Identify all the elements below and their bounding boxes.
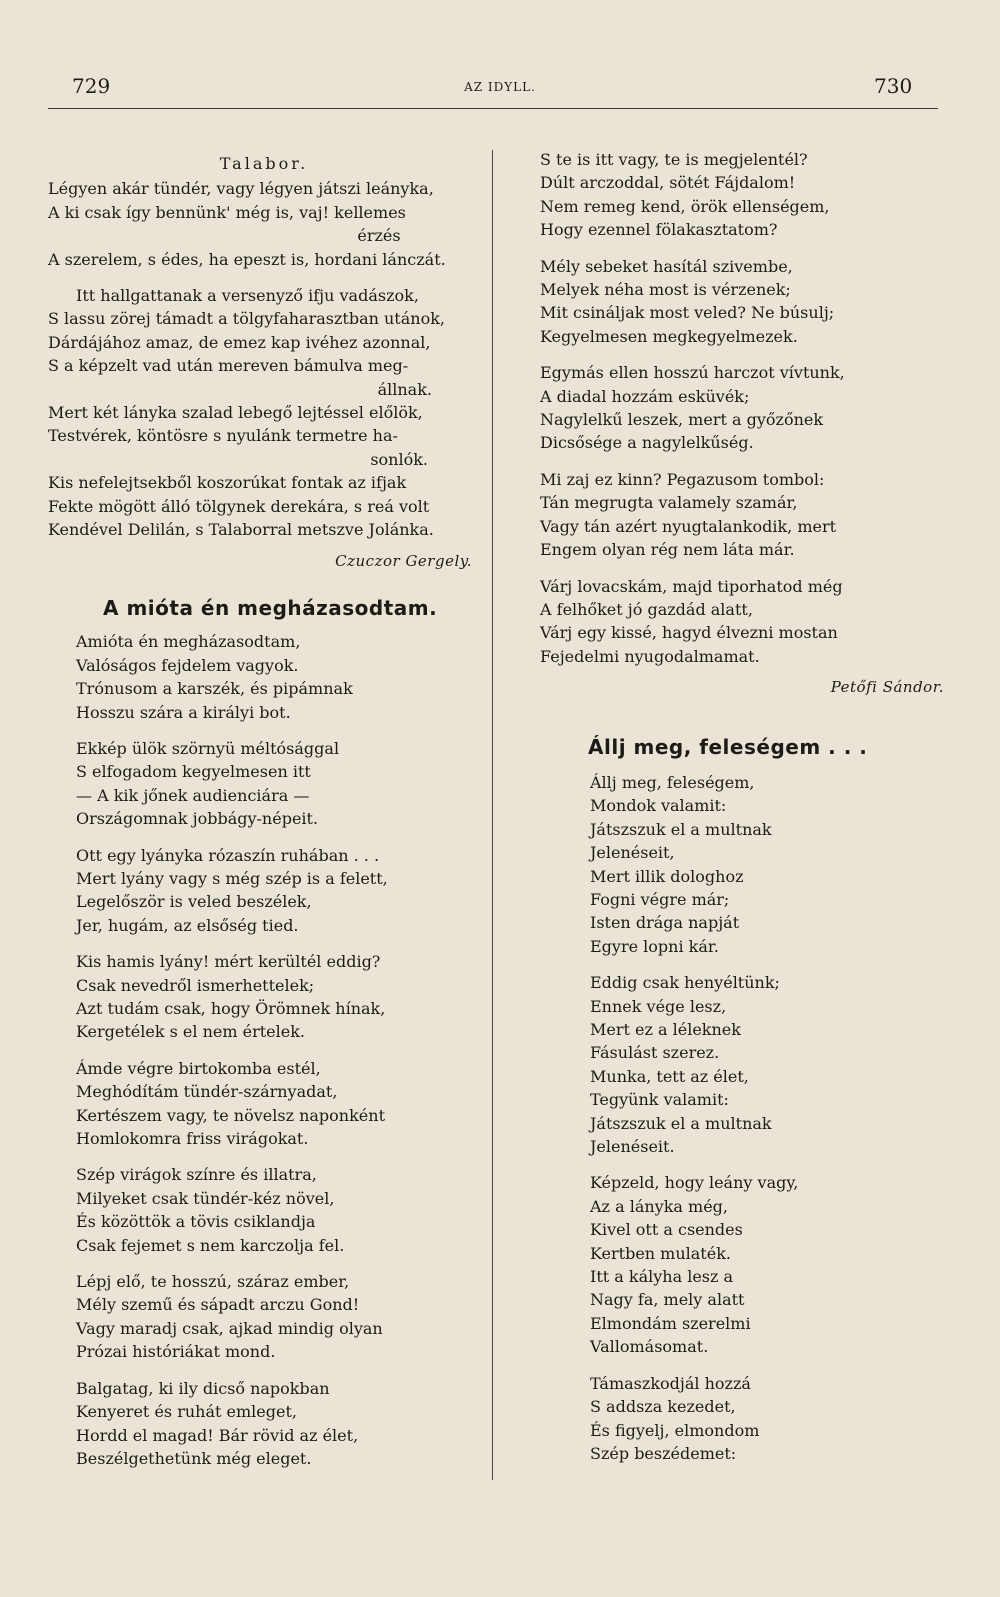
poem-line: Isten drága napját — [590, 913, 740, 933]
stanza-d — [590, 1372, 940, 1466]
poem-line: Képzeld, hogy leány vagy, — [590, 1173, 799, 1193]
poem-line: — A kik jőnek audienciára — — [76, 785, 310, 805]
poem-line: Testvérek, köntösre s nyulánk termetre ha- — [48, 426, 398, 446]
poem-line: Trónusom a karszék, és pipámnak — [76, 679, 353, 699]
right-column — [540, 148, 944, 1465]
poem-line: S elfogadom kegyelmesen itt — [76, 762, 311, 782]
poem-line: Mit csináljak most veled? Ne búsulj; — [540, 303, 835, 323]
stanza-2 — [76, 737, 480, 831]
poem-line: Vagy maradj csak, ajkad mindig olyan — [76, 1318, 383, 1338]
poem-line: Az a lányka még, — [590, 1196, 728, 1216]
poem-line: Legelőször is veled beszélek, — [76, 892, 312, 912]
poem-line: S te is itt vagy, te is megjelentél? — [540, 150, 808, 169]
poem-line: Kis hamis lyány! mért kerültél eddig? — [76, 952, 381, 972]
poem-line: Ekkép ülök szörnyü méltósággal — [76, 738, 340, 758]
poem-line: Fásulást szerez. — [590, 1043, 720, 1063]
poem-line: Csak nevedről ismerhettelek; — [76, 975, 315, 995]
poem-line: Fogni végre már; — [590, 889, 730, 909]
poem-line: Beszélgethetünk még eleget. — [76, 1448, 312, 1468]
poem-line: Dicsősége a nagylelkűség. — [540, 433, 754, 453]
poem-line: A ki csak így bennünk' még is, vaj! kellemes — [48, 202, 406, 222]
poem-line: Egymás ellen hosszú harczot vívtunk, — [540, 363, 845, 383]
poem-line: Itt hallgattanak a versenyző ifju vadászok, — [76, 286, 419, 306]
poem-line: Homlokomra friss virágokat. — [76, 1129, 309, 1149]
poem-line: Hordd el magad! Bár rövid az élet, — [76, 1425, 359, 1445]
poem-line: Mondok valamit: — [590, 796, 727, 816]
amiota-title: A mióta én megházasodtam. — [103, 595, 438, 620]
stanza-11 — [540, 361, 940, 455]
poem-line: Tegyünk valamit: — [590, 1090, 729, 1110]
stanza-10 — [540, 255, 940, 349]
poem-line: Hogy ezennel fölakasztatom? — [540, 220, 778, 240]
left-column — [48, 148, 480, 1470]
poem-line: Tán megrugta valamely szamár, — [540, 493, 798, 513]
poem-line: Kenyeret és ruhát emleget, — [76, 1402, 297, 1422]
poem-line: Engem olyan rég nem láta már. — [540, 540, 795, 560]
poem-line: Játszszuk el a multnak — [590, 819, 772, 839]
poem-line: Elmondám szerelmi — [590, 1313, 751, 1333]
poem-line: Milyeket csak tündér-kéz növel, — [76, 1188, 335, 1208]
poem-line: Kis nefelejtsekből koszorúkat fontak az ifjak — [48, 473, 407, 493]
poem-line: Ott egy lyányka rózaszín ruhában . . . — [76, 845, 380, 865]
poem-line: Csak fejemet s nem karczolja fel. — [76, 1235, 345, 1255]
poem-line: Vallomásomat. — [590, 1337, 709, 1357]
poem-line: Szép beszédemet: — [590, 1443, 737, 1463]
poem-line: Állj meg, feleségem, — [590, 772, 755, 792]
stanza-12 — [540, 468, 940, 562]
poem-line: Mert illik dologhoz — [590, 866, 744, 886]
poem-line: Amióta én megházasodtam, — [76, 632, 301, 652]
poem-line: Kertben mulaték. — [590, 1243, 731, 1263]
stanza-7 — [76, 1270, 480, 1364]
stanza-5 — [76, 1057, 480, 1151]
column-divider — [492, 150, 493, 1480]
header-rule — [48, 108, 938, 109]
stanza-3 — [76, 844, 480, 938]
poem-line: S a képzelt vad után mereven bámulva meg- — [48, 356, 409, 376]
poem-line: Jelenéseit, — [590, 843, 675, 863]
poem-line: sonlók. — [370, 449, 428, 469]
poem-line: Várj lovacskám, majd tiporhatod még — [540, 576, 843, 596]
poem-line: A felhőket jó gazdád alatt, — [540, 599, 753, 619]
signature-petofi: Petőfi Sándor. — [830, 678, 944, 697]
poem-line: S addsza kezedet, — [590, 1397, 736, 1417]
stanza-8 — [76, 1377, 480, 1471]
poem-line: Mély sebeket hasítál szivembe, — [540, 256, 793, 276]
poem-line: Kendével Delilán, s Talaborral metszve Jolánka. — [48, 520, 434, 540]
poem-line: Várj egy kissé, hagyd élvezni mostan — [540, 623, 838, 643]
poem-line: Balgatag, ki ily dicső napokban — [76, 1378, 330, 1398]
poem-line: Nem remeg kend, örök ellenségem, — [540, 196, 830, 216]
poem-line: Nagy fa, mely alatt — [590, 1290, 745, 1310]
poem-line: Lépj elő, te hosszú, száraz ember, — [76, 1272, 350, 1292]
poem-line: Melyek néha most is vérzenek; — [540, 280, 791, 300]
poem-line: Nagylelkű leszek, mert a győzőnek — [540, 410, 824, 430]
poem-line: Mély szemű és sápadt arczu Gond! — [76, 1295, 360, 1315]
poem-line: S lassu zörej támadt a tölgyfaharasztban utánok, — [48, 309, 445, 329]
poem-line: Prózai históriákat mond. — [76, 1342, 276, 1362]
poem-line: Jer, hugám, az elsőség tied. — [76, 915, 299, 935]
allj-meg-poem — [540, 771, 940, 1465]
poem-line: érzés — [357, 226, 401, 246]
poem-line: Kergetélek s el nem értelek. — [76, 1022, 305, 1042]
poem-line: A diadal hozzám esküvék; — [540, 386, 750, 406]
poem-line: Jelenéseit. — [590, 1137, 675, 1157]
poem-line: Fejedelmi nyugodalmamat. — [540, 646, 760, 666]
poem-line: Szép virágok színre és illatra, — [76, 1165, 317, 1185]
right-page-number: 730 — [874, 74, 913, 98]
poem-line: állnak. — [377, 379, 432, 399]
poem-line: Ennek vége lesz, — [590, 996, 727, 1016]
poem-line: Játszszuk el a multnak — [590, 1113, 772, 1133]
poem-line: Valóságos fejdelem vagyok. — [76, 655, 299, 675]
poem-line: Meghódítám tündér-szárnyadat, — [76, 1082, 338, 1102]
stanza-c — [590, 1171, 940, 1358]
poem-line: Kivel ott a csendes — [590, 1220, 743, 1240]
stanza-a — [590, 771, 940, 958]
poem-line: Kertészem vagy, te növelsz naponként — [76, 1105, 386, 1125]
stanza-4 — [76, 950, 480, 1044]
poem-line: Ámde végre birtokomba estél, — [76, 1058, 321, 1078]
running-title: AZ IDYLL. — [464, 80, 536, 94]
poem-line: Mert lyány vagy s még szép is a felett, — [76, 868, 388, 888]
poem-line: Azt tudám csak, hogy Örömnek hínak, — [76, 999, 386, 1018]
talabor-poem — [48, 177, 480, 541]
stanza-1 — [76, 630, 480, 724]
poem-line: Mi zaj ez kinn? Pegazusom tombol: — [540, 469, 825, 489]
poem-line: Munka, tett az élet, — [590, 1066, 749, 1086]
poem-line: Dúlt arczoddal, sötét Fájdalom! — [540, 173, 796, 193]
poem-line: Hosszu szára a királyi bot. — [76, 702, 291, 722]
poem-line: Légyen akár tündér, vagy légyen játszi leányka, — [48, 179, 434, 199]
stanza-6 — [76, 1163, 480, 1257]
poem-line: És figyelj, elmondom — [590, 1420, 760, 1440]
poem-line: Fekte mögött álló tölgynek derekára, s reá volt — [48, 496, 430, 516]
talabor-title: Talabor. — [219, 154, 309, 173]
poem-line: Országomnak jobbágy-népeit. — [76, 809, 319, 829]
amiota-poem — [48, 630, 480, 1470]
poem-line: Dárdájához amaz, de emez kap ivéhez azonnal, — [48, 332, 431, 352]
poem-line: Itt a kályha lesz a — [590, 1267, 734, 1287]
allj-meg-title: Állj meg, feleségem . . . — [588, 734, 868, 759]
poem-line: Kegyelmesen megkegyelmezek. — [540, 326, 798, 346]
stanza-b — [590, 971, 940, 1158]
poem-line: Mert két lányka szalad lebegő lejtéssel előlök, — [48, 403, 423, 423]
poem-line: Mert ez a léleknek — [590, 1020, 741, 1039]
stanza-13 — [540, 575, 940, 669]
amiota-continued — [540, 148, 940, 668]
poem-line: Egyre lopni kár. — [590, 936, 719, 956]
poem-line: Támaszkodjál hozzá — [590, 1373, 751, 1393]
poem-line: A szerelem, s édes, ha epeszt is, hordani lánczát. — [48, 249, 446, 269]
poem-line: És közöttök a tövis csiklandja — [76, 1212, 316, 1232]
left-page-number: 729 — [72, 74, 111, 98]
signature-czuczor: Czuczor Gergely. — [335, 551, 472, 570]
poem-line: Eddig csak henyéltünk; — [590, 973, 780, 993]
poem-line: Vagy tán azért nyugtalankodik, mert — [540, 516, 837, 536]
stanza-9 — [540, 148, 940, 242]
